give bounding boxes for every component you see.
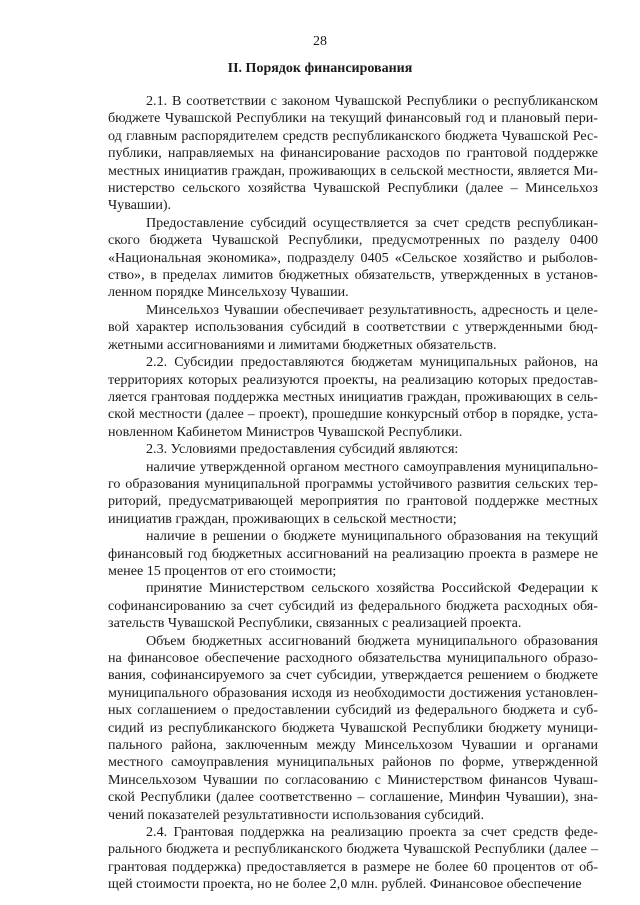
body-text: [108, 93, 598, 894]
page-number: 28: [313, 34, 327, 49]
paragraph-2-4: 2.4. Грантовая поддержка на реализацию проекта за счет средств федерального бюджета и республиканского бюджета Чувашской Республики (далее – грантовая поддержка) предоставляется в размере не более 60 процентов от общей стоимости проекта, но не более 2,0 млн. рублей. Финансовое обеспечение: [108, 824, 598, 893]
paragraph-2-3: 2.3. Условиями предоставления субсидий являются:: [146, 441, 459, 458]
paragraph-2-2: 2.2. Субсидии предоставляются бюджетам муниципальных районов, на территориях которых реализуются проекты, на реализацию которых предоставляется грантовая поддержка местных инициатив граждан, проживающих в сельской местности (далее – проект), прошедшие конкурсный отбор в порядке, установленном Кабинетом Министров Чувашской Республики.: [108, 354, 598, 440]
paragraph-condition-program: наличие утвержденной органом местного самоуправления муниципального образования муниципальной программы устойчивого развития сельских территорий, предусматривающей мероприятия по грантовой поддержке местных инициатив граждан, проживающих в сельской местности;: [108, 458, 598, 527]
paragraph-budget-allocation: Объем бюджетных ассигнований бюджета муниципального образования на финансовое обеспечение расходного обязательства муниципального образования, софинансируемого за счет субсидии, утверждается решением о бюджете муниципального образования исходя из необходимости достижения установленных соглашением о предоставлении субсидий из федерального бюджета и субсидий из республиканского бюджета Чувашской Республики бюджету муниципального района, заключенным между Минсельхозом Чувашии и органами местного самоуправления муниципальных районов по форме, утвержденной Минсельхозом Чувашии по согласованию с Министерством финансов Чувашской Республики (далее соответственно – соглашение, Минфин Чувашии), значений показателей результативности использования субсидий.: [108, 632, 598, 823]
section-title: II. Порядок финансирования: [227, 61, 413, 76]
paragraph-subsidy-source: Предоставление субсидий осуществляется за счет средств республиканского бюджета Чувашской Республики, предусмотренных по разделу 0400 «Национальная экономика», подразделу 0405 «Сельское хозяйство и рыболовство», в пределах лимитов бюджетных обязательств, утвержденных в установленном порядке Минсельхозу Чувашии.: [108, 214, 598, 301]
paragraph-ministry-responsibility: Минсельхоз Чувашии обеспечивает результативность, адресность и целевой характер использования субсидий в соответствии с утвержденными бюджетными ассигнованиями и лимитами бюджетных обязательств.: [108, 301, 598, 353]
paragraph-condition-budget: наличие в решении о бюджете муниципального образования на текущий финансовый год бюджетных ассигнований на реализацию проекта в размере не менее 15 процентов от его стоимости;: [108, 528, 598, 579]
paragraph-condition-cofinancing: принятие Министерством сельского хозяйства Российской Федерации к софинансированию за счет субсидий из федерального бюджета расходных обязательств Чувашской Республики, связанных с реализацией проекта.: [108, 580, 598, 632]
paragraph-2-1: 2.1. В соответствии с законом Чувашской Республики о республиканском бюджете Чувашской Республики на текущий финансовый год и плановый период главным распорядителем средств республиканского бюджета Чувашской Республики, направляемых на финансирование расходов по грантовой поддержке местных инициатив граждан, проживающих в сельской местности, является Министерство сельского хозяйства Чувашской Республики (далее – Минсельхоз Чувашии).: [108, 93, 598, 214]
